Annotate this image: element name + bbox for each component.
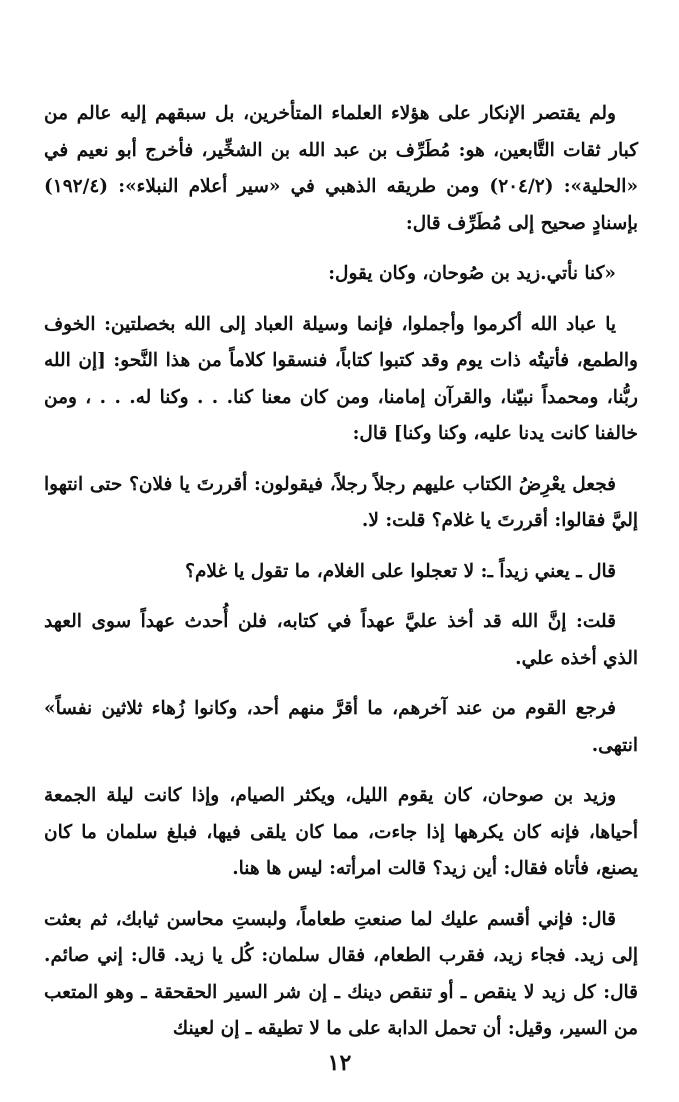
paragraph-people-return: فرجع القوم من عند آخرهم، ما أقرَّ منهم أحد، وكانوا زُهاء ثلاثين نفساً» انتهى. [44,698,638,756]
paragraph-intro: ولم يقتصر الإنكار على هؤلاء العلماء المتأخرين، بل سبقهم إليه عالم من كبار ثقات التَّابعين، هو: مُطَرِّف بن عبد الله بن الشخِّير، فأخرج أبو نعيم في «الحلية»: (٢٠٤/٢) ومن طريقه الذهبي في «سير أعلام النبلاء»: (١٩٢/٤) بإسنادٍ صحيح إلى مُطَرِّف قال: [44,103,639,234]
paragraph-zaid-reply: قال ـ يعني زيداً ـ: لا تعجلوا على الغلام، ما تقول يا غلام؟ [185,560,616,582]
paragraph-salman-story: قال: فإني أقسم عليك لما صنعتِ طعاماً، ولبستِ محاسن ثيابك، ثم بعثت إلى زيد. فجاء زيد، فقرب الطعام، فقال سلمان: كُل يا زيد. قال: إني صائم. قال: كل زيد لا ينقص ـ أو تنقص دينك ـ إن شر السير الحقحقة ـ وهو المتعب من السير، وقيل: أن تحمل الدابة على ما لا تطيقه ـ إن لعينك [44,908,638,1039]
paragraph-presenting-book: فجعل يعْرِضُ الكتاب عليهم رجلاً رجلاً، فيقولون: أقررتَ يا فلان؟ حتى انتهوا إليَّ فقالوا: أقررتَ يا غلام؟ قلت: لا. [44,473,638,531]
paragraph-quote-start: «كنا نأتي.زيد بن صُوحان، وكان يقول: [328,263,616,284]
page-number: ١٢ [327,1050,352,1076]
paragraph-boy-answer: قلت: إنَّ الله قد أخذ عليَّ عهداً في كتابه، فلن أُحدث عهداً سوى العهد الذي أخذه علي. [44,611,638,669]
paragraph-zaid-biography: وزيد بن صوحان، كان يقوم الليل، ويكثر الصيام، وإذا كانت ليلة الجمعة أحياها، فإنه كان يكرهها إذا جاءت، مما كان يلقى فيها، فبلغ سلمان ما كان يصنع، فأتاه فقال: أين زيد؟ قالت امرأته: ليس ها هنا. [44,785,638,879]
paragraph-zaid-speech: يا عباد الله أكرموا وأجملوا، فإنما وسيلة العباد إلى الله بخصلتين: الخوف والطمع، فأتيتُه ذات يوم وقد كتبوا كتاباً، فنسقوا كلاماً من هذا النَّحو: [إن الله ربُّنا، ومحمداً نبيّنا، والقرآن إمامنا، ومن كان معنا كنا. . . وكنا له. . . ، ومن خالفنا كانت يدنا عليه، وكنا وكنا] قال: [44,313,638,444]
page-body [44,96,638,1048]
